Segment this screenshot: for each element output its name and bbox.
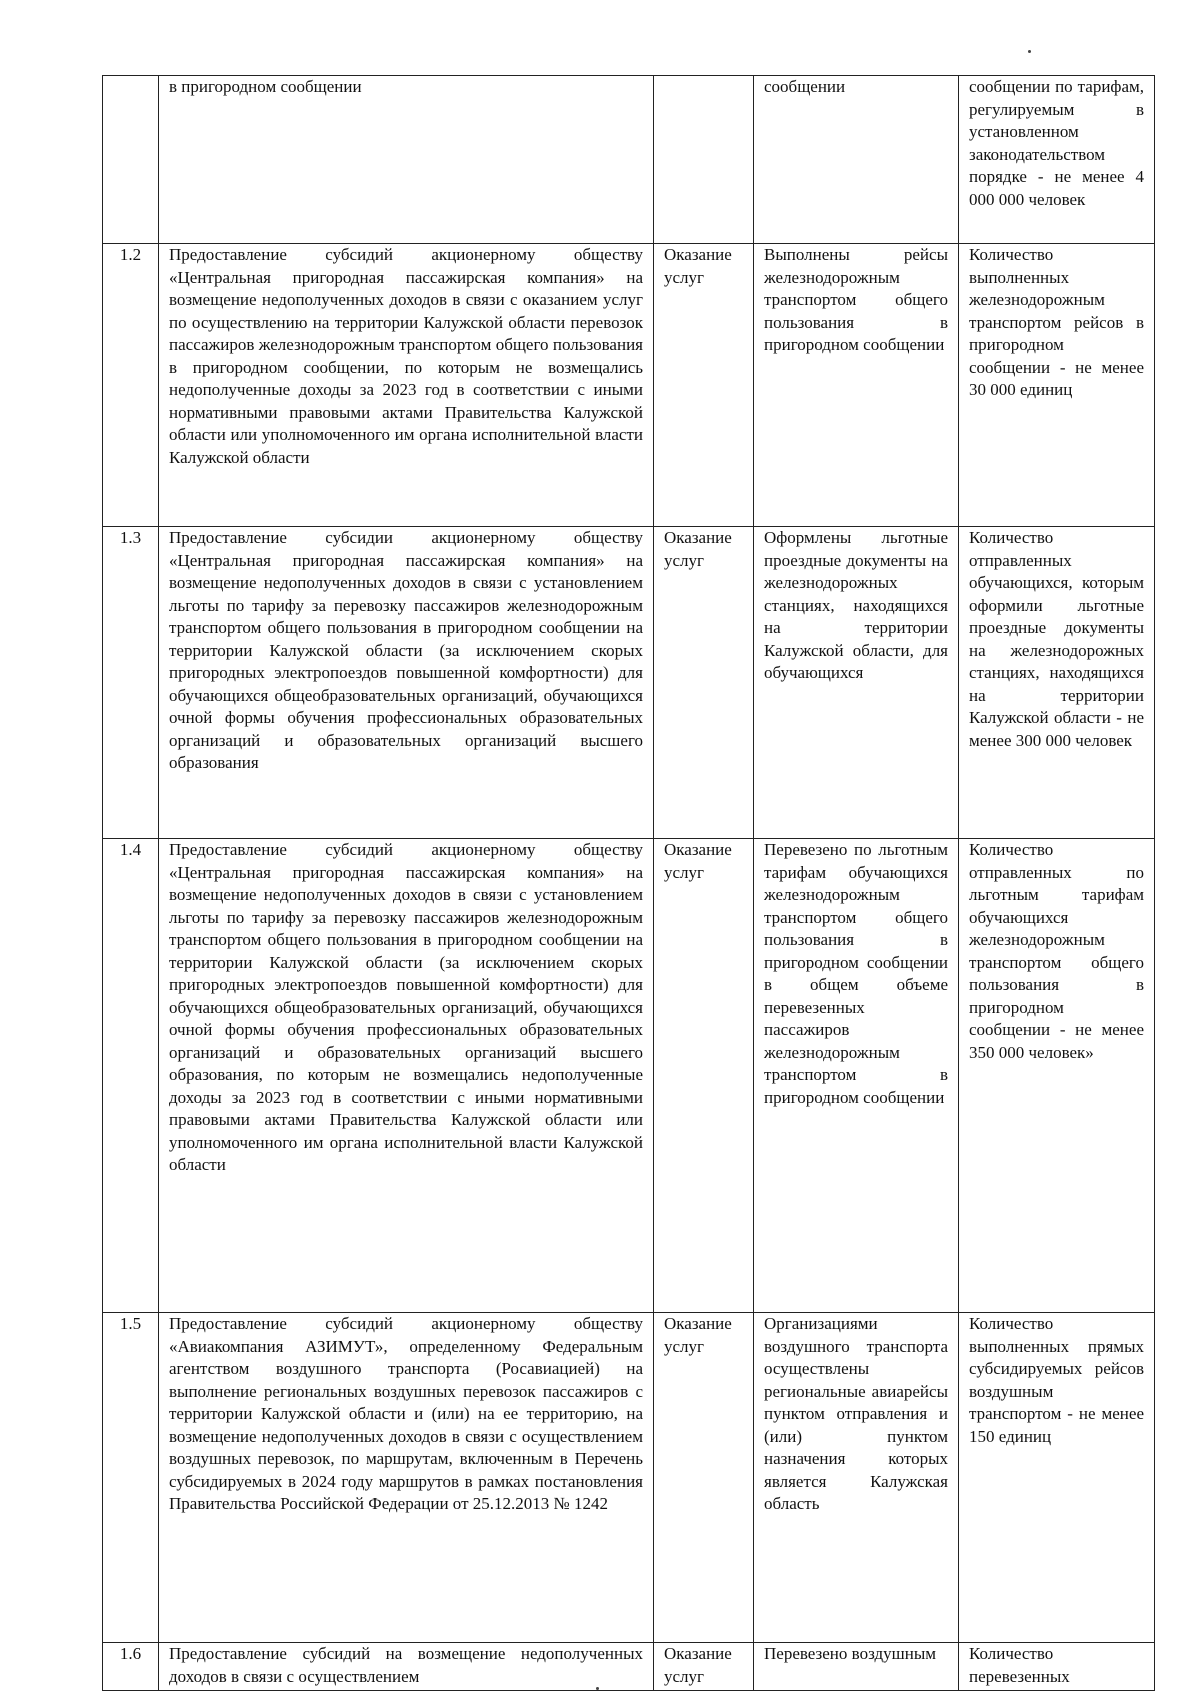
table-row bbox=[103, 1643, 1155, 1691]
row-number: 1.3 bbox=[103, 527, 159, 839]
measure-type: Оказание услуг bbox=[654, 1643, 754, 1691]
row-number: 1.2 bbox=[103, 244, 159, 527]
table-row bbox=[103, 76, 1155, 244]
measure-description: Предоставление субсидии акционерному обществу «Центральная пригородная пассажирская компания» на возмещение недополученных доходов в связи с установлением льготы по тарифу за перевозку пассажиров железнодорожным транспортом общего пользования в пригородном сообщении на территории Калужской области (за исключением скорых пригородных электропоездов повышенной комфортности) для обучающихся общеобразовательных организаций, обучающихся очной формы обучения профессиональных образовательных организаций и образовательных организаций высшего образования bbox=[159, 527, 654, 839]
measure-result: Организациями воздушного транспорта осуществлены региональные авиарейсы пунктом отправления и (или) пунктом назначения которых является Калужская область bbox=[754, 1313, 959, 1643]
measure-type bbox=[654, 76, 754, 244]
row-number: 1.5 bbox=[103, 1313, 159, 1643]
row-number: 1.6 bbox=[103, 1643, 159, 1691]
row-number bbox=[103, 76, 159, 244]
measure-type: Оказание услуг bbox=[654, 527, 754, 839]
measure-type: Оказание услуг bbox=[654, 244, 754, 527]
measure-indicator: Количество отправленных обучающихся, которым оформили льготные проездные документы на железнодорожных станциях, находящихся на территории Калужской области - не менее 300 000 человек bbox=[959, 527, 1155, 839]
measure-description: в пригородном сообщении bbox=[159, 76, 654, 244]
measure-indicator: Количество выполненных железнодорожным транспортом рейсов в пригородном сообщении - не менее 30 000 единиц bbox=[959, 244, 1155, 527]
table-row bbox=[103, 244, 1155, 527]
measure-result: Перевезено воздушным bbox=[754, 1643, 959, 1691]
measure-description: Предоставление субсидий акционерному обществу «Авиакомпания АЗИМУТ», определенному Федеральным агентством воздушного транспорта (Росавиацией) на выполнение региональных воздушных перевозок пассажиров с территории Калужской области и (или) на ее территорию, на возмещение недополученных доходов в связи с осуществлением воздушных перевозок, по маршрутам, включенным в Перечень субсидируемых в 2024 году маршрутов в рамках постановления Правительства Российской Федерации от 25.12.2013 № 1242 bbox=[159, 1313, 654, 1643]
measure-result: Перевезено по льготным тарифам обучающихся железнодорожным транспортом общего пользования в пригородном сообщении в общем объеме перевезенных пассажиров железнодорожным транспортом в пригородном сообщении bbox=[754, 839, 959, 1313]
measure-result: Оформлены льготные проездные документы на железнодорожных станциях, находящихся на территории Калужской области, для обучающихся bbox=[754, 527, 959, 839]
measure-indicator: сообщении по тарифам, регулируемым в установленном законодательством порядке - не менее 4 000 000 человек bbox=[959, 76, 1155, 244]
measure-description: Предоставление субсидий на возмещение недополученных доходов в связи с осуществлением bbox=[159, 1643, 654, 1691]
measure-indicator: Количество перевезенных bbox=[959, 1643, 1155, 1691]
scan-speck bbox=[1028, 50, 1031, 53]
measure-type: Оказание услуг bbox=[654, 1313, 754, 1643]
measure-description: Предоставление субсидий акционерному обществу «Центральная пригородная пассажирская компания» на возмещение недополученных доходов в связи с оказанием услуг по осуществлению на территории Калужской области перевозок пассажиров железнодорожным транспортом общего пользования в пригородном сообщении, по которым не возмещались недополученные доходы за 2023 год в соответствии с иными нормативными правовыми актами Правительства Калужской области или уполномоченного им органа исполнительной власти Калужской области bbox=[159, 244, 654, 527]
measure-result: сообщении bbox=[754, 76, 959, 244]
measure-indicator: Количество отправленных по льготным тарифам обучающихся железнодорожным транспортом общего пользования в пригородном сообщении - не менее 350 000 человек» bbox=[959, 839, 1155, 1313]
measures-table bbox=[102, 75, 1155, 1691]
measure-type: Оказание услуг bbox=[654, 839, 754, 1313]
table-row bbox=[103, 839, 1155, 1313]
table-row bbox=[103, 527, 1155, 839]
measure-description: Предоставление субсидий акционерному обществу «Центральная пригородная пассажирская компания» на возмещение недополученных доходов в связи с установлением льготы по тарифу за перевозку пассажиров железнодорожным транспортом общего пользования в пригородном сообщении на территории Калужской области (за исключением скорых пригородных электропоездов повышенной комфортности) для обучающихся общеобразовательных организаций, обучающихся очной формы обучения профессиональных образовательных организаций и образовательных организаций высшего образования, по которым не возмещались недополученные доходы за 2023 год в соответствии с иными нормативными правовыми актами Правительства Калужской области или уполномоченного им органа исполнительной власти Калужской области bbox=[159, 839, 654, 1313]
row-number: 1.4 bbox=[103, 839, 159, 1313]
measure-indicator: Количество выполненных прямых субсидируемых рейсов воздушным транспортом - не менее 150 единиц bbox=[959, 1313, 1155, 1643]
table-row bbox=[103, 1313, 1155, 1643]
measure-result: Выполнены рейсы железнодорожным транспортом общего пользования в пригородном сообщении bbox=[754, 244, 959, 527]
